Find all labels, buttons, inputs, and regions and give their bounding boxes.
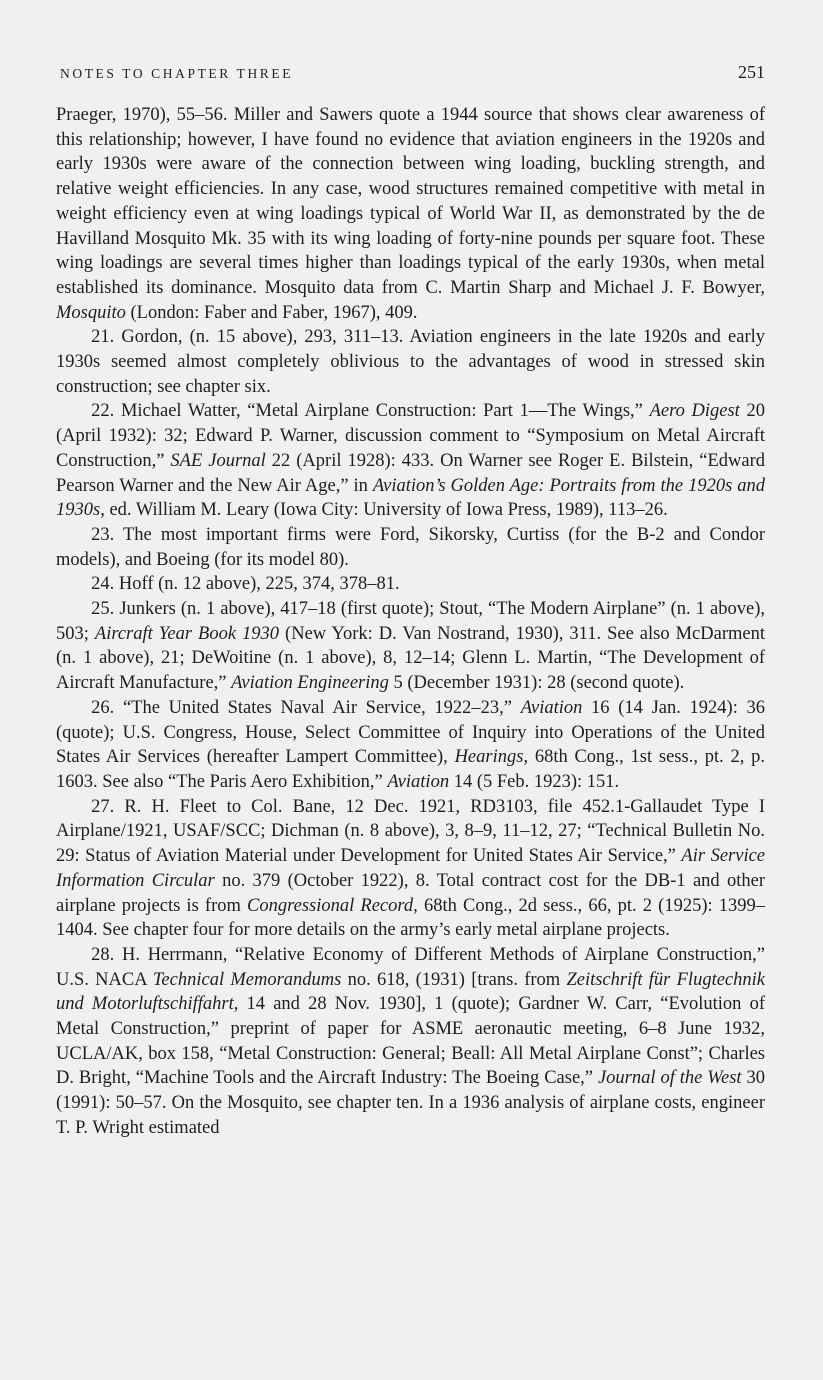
endnote-paragraph: 26. “The United States Naval Air Service, 1922–23,” Aviation 16 (14 Jan. 1924): 36 (quote); U.S. Congress, House, Select Committee of Inquiry into Operations of the United States Air Services (hereafter Lampert Committee), Hearings, 68th Cong., 1st sess., pt. 2, p. 1603. See also “The Paris Aero Exhibition,” Aviation 14 (5 Feb. 1923): 151. — [56, 697, 766, 792]
continued-note-paragraph: Praeger, 1970), 55–56. Miller and Sawers quote a 1944 source that shows clear awareness of this relationship; however, I have found no evidence that aviation engineers in the 1920s and early 1930s were aware of the connection between wing loading, buckling strength, and relative weight efficiencies. In any case, wood structures remained competitive with metal in weight efficiency even at wing loadings typical of World War II, as demonstrated by the de Havilland Mosquito Mk. 35 with its wing loading of forty-nine pounds per square foot. These wing loadings are several times higher than loadings typical of the early 1930s, when metal established its dominance. Mosquito data from C. Martin Sharp and Michael J. F. Bowyer, Mosquito (London: Faber and Faber, 1967), 409. — [56, 105, 765, 323]
endnote-paragraph: 22. Michael Watter, “Metal Airplane Construction: Part 1—The Wings,” Aero Digest 20 (April 1932): 32; Edward P. Warner, discussion comment to “Symposium on Metal Aircraft Construction,” SAE Journal 22 (April 1928): 433. On Warner see Roger E. Bilstein, “Edward Pearson Warner and the New Air Age,” in Aviation’s Golden Age: Portraits from the 1920s and 1930s, ed. William M. Leary (Iowa City: University of Iowa Press, 1989), 113–26. — [56, 401, 766, 521]
running-head: NOTES TO CHAPTER THREE — [60, 66, 294, 81]
endnote-paragraph: 24. Hoff (n. 12 above), 225, 374, 378–81. — [91, 574, 400, 595]
endnote-paragraph: 23. The most important firms were Ford, Sikorsky, Curtiss (for the B-2 and Condor models), and Boeing (for its model 80). — [56, 524, 765, 570]
page-header — [60, 62, 765, 86]
endnote-paragraph: 28. H. Herrmann, “Relative Economy of Different Methods of Airplane Construction,” U.S. NACA Technical Memorandums no. 618, (1931) [trans. from Zeitschrift für Flugtechnik und Motorluftschiffahrt, 14 and 28 Nov. 1930], 1 (quote); Gardner W. Carr, “Evolution of Metal Construction,” preprint of paper for ASME aeronautic meeting, 6–8 June 1932, UCLA/AK, box 158, “Metal Construction: General; Beall: All Metal Airplane Const”; Charles D. Bright, “Machine Tools and the Aircraft Industry: The Boeing Case,” Journal of the West 30 (1991): 50–57. On the Mosquito, see chapter ten. In a 1936 analysis of airplane costs, engineer T. P. Wright estimated — [56, 944, 766, 1138]
endnote-paragraph: 25. Junkers (n. 1 above), 417–18 (first quote); Stout, “The Modern Airplane” (n. 1 above), 503; Aircraft Year Book 1930 (New York: D. Van Nostrand, 1930), 311. See also McDarment (n. 1 above), 21; DeWoitine (n. 1 above), 8, 12–14; Glenn L. Martin, “The Development of Aircraft Manufacture,” Aviation Engineering 5 (December 1931): 28 (second quote). — [56, 599, 765, 694]
endnote-paragraph: 21. Gordon, (n. 15 above), 293, 311–13. Aviation engineers in the late 1920s and early 1930s seemed almost completely oblivious to the advantages of wood in stressed skin construction; see chapter six. — [56, 327, 765, 397]
endnote-paragraph: 27. R. H. Fleet to Col. Bane, 12 Dec. 1921, RD3103, file 452.1-Gallaudet Type I Airplane/1921, USAF/SCC; Dichman (n. 8 above), 3, 8–9, 11–12, 27; “Technical Bulletin No. 29: Status of Aviation Material under Development for United States Air Service,” Air Service Information Circular no. 379 (October 1922), 8. Total contract cost for the DB-1 and other airplane projects is from Congressional Record, 68th Cong., 2d sess., 66, pt. 2 (1925): 1399–1404. See chapter four for more details on the army’s early metal airplane projects. — [56, 796, 766, 941]
notes-body — [56, 103, 765, 1141]
page-number: 251 — [738, 62, 765, 82]
